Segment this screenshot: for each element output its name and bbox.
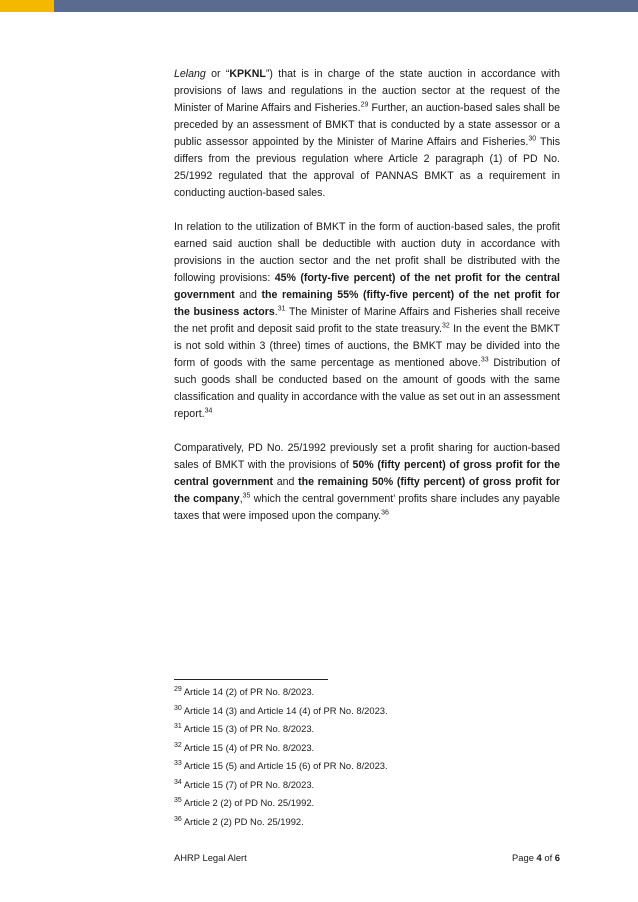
text-run: . xyxy=(274,306,278,318)
footnote-ref: 29 xyxy=(360,101,369,109)
text-run: The Minister of Marine Affairs and Fisheries shall receive the net profit and deposit said profit to the state treasury. xyxy=(174,306,561,335)
footer-publication-name: AHRP Legal Alert xyxy=(174,852,247,863)
text-run: or “ xyxy=(205,68,230,80)
footnote-number: 31 xyxy=(174,722,182,730)
footnote-item xyxy=(174,796,560,815)
footnote-text: Article 15 (7) of PR No. 8/2023. xyxy=(181,778,315,790)
footnote-number: 35 xyxy=(174,796,182,804)
footnote-ref: 34 xyxy=(204,407,213,415)
footnote-item xyxy=(174,778,560,797)
footnotes xyxy=(174,685,560,833)
footnote-ref: 31 xyxy=(277,305,286,313)
footnote-number: 30 xyxy=(174,704,182,712)
text-run: Lelang xyxy=(174,68,206,80)
footnote-item xyxy=(174,759,560,778)
page-separator: of xyxy=(541,852,555,863)
text-run: This differs from the previous regulation where Article 2 paragraph (1) of PD No. 25/1992 regulated that the approval of PANNAS BMKT as a requirement in conducting auction-based sales. xyxy=(174,136,560,199)
footnote-ref: 33 xyxy=(480,356,489,364)
footnote-item xyxy=(174,741,560,760)
footnote-text: Article 2 (2) of PD No. 25/1992. xyxy=(181,797,315,808)
footnote-number: 36 xyxy=(174,815,182,823)
page-total: 6 xyxy=(554,852,560,863)
text-run: KPKNL xyxy=(229,68,266,80)
footnote-ref: 32 xyxy=(441,322,450,330)
footnote-text: Article 14 (3) and Article 14 (4) of PR No. 8/2023. xyxy=(181,704,388,716)
text-run: ”) that is in charge of the state auction in accordance with provisions of laws and regulations in the auction sector at the request of the Minister of Marine Affairs and Fisheries. xyxy=(174,68,560,114)
text-run: , xyxy=(239,493,243,505)
text-run: which the central government’ profits share includes any payable taxes that were imposed upon the company. xyxy=(174,493,560,522)
text-run: and xyxy=(234,289,262,301)
paragraph xyxy=(174,219,560,423)
page-current: 4 xyxy=(536,852,542,863)
footnote-number: 34 xyxy=(174,778,182,786)
footnote-item xyxy=(174,704,560,723)
footnote-text: Article 15 (5) and Article 15 (6) of PR No. 8/2023. xyxy=(181,760,388,771)
text-run: and xyxy=(273,476,299,488)
footnote-item xyxy=(174,722,560,741)
footnote-ref: 36 xyxy=(381,509,389,517)
text-run: the remaining 55% (fifty-five percent) of the net profit for the business actors xyxy=(174,289,561,318)
footnote-text: Article 15 (3) of PR No. 8/2023. xyxy=(181,723,315,734)
footnote-number: 29 xyxy=(174,685,182,693)
footnote-item xyxy=(174,685,560,704)
text-run: Further, an auction-based sales shall be preceded by an assessment of BMKT that is conducted by a state assessor or a public assessor appointed by the Minister of Marine Affairs and Fisheries. xyxy=(174,102,560,148)
footnote-number: 33 xyxy=(174,759,182,767)
text-run: In relation to the utilization of BMKT in the form of auction-based sales, the profit earned said auction shall be deductible with auction duty in accordance with provisions in the auction sector and the net profit shall be distributed with the following provisions: xyxy=(174,221,560,284)
text-run: Distribution of such goods shall be conducted based on the amount of goods with the same classification and quality in accordance with the value as set out in an assessment report. xyxy=(174,357,561,420)
text-run: 45% (forty-five percent) of the net profit for the central government xyxy=(174,272,561,301)
footnote-text: Article 2 (2) PD No. 25/1992. xyxy=(181,815,304,827)
header-accent-block xyxy=(0,0,54,12)
page-prefix: Page xyxy=(512,852,537,863)
footnote-number: 32 xyxy=(174,741,182,749)
body-text xyxy=(174,66,560,542)
text-run: Comparatively, PD No. 25/1992 previously set a profit sharing for auction-based sales of BMKT with the provisions of xyxy=(174,442,560,471)
text-run: In the event the BMKT is not sold within 3 (three) times of auctions, the BMKT may be divided into the form of goods with the same percentage as mentioned above. xyxy=(174,323,560,369)
header-color-bar xyxy=(0,0,638,12)
footnote-ref: 30 xyxy=(528,135,537,143)
footnote-text: Article 14 (2) of PR No. 8/2023. xyxy=(181,686,315,697)
paragraph xyxy=(174,440,560,525)
footnote-ref: 35 xyxy=(242,492,251,500)
footnote-text: Article 15 (4) of PR No. 8/2023. xyxy=(181,741,315,753)
text-run: the remaining 50% (fifty percent) of gross profit for the company xyxy=(174,476,560,505)
text-run: 50% (fifty percent) of gross profit for the central government xyxy=(174,459,560,488)
paragraph xyxy=(174,66,560,202)
footnote-item xyxy=(174,815,560,834)
footnote-separator xyxy=(174,679,328,680)
page-number xyxy=(512,852,560,863)
